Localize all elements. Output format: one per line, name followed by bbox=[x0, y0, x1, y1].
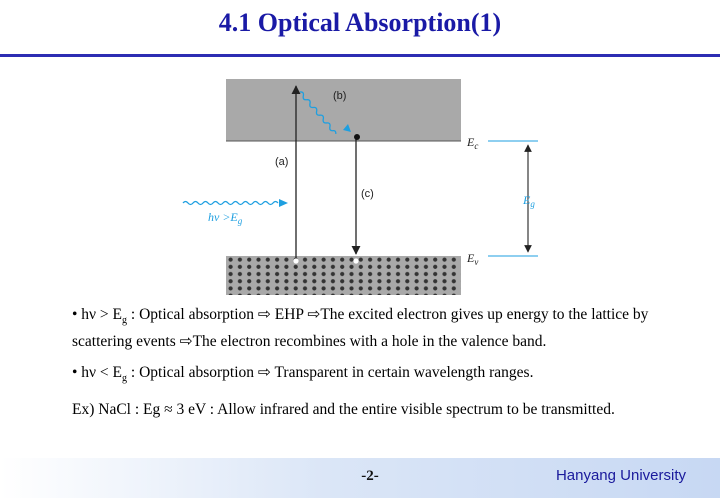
conduction-band bbox=[226, 79, 461, 141]
bullet-below-gap: • $h\nu < E_g$ : Optical absorption ⇨ Transparent in certain wavelength ranges. bbox=[72, 364, 534, 385]
valence-band bbox=[226, 256, 461, 295]
photon-wave bbox=[183, 202, 278, 205]
hole-dot-c bbox=[353, 258, 358, 263]
label-b: (b) bbox=[333, 90, 347, 102]
footer-bar bbox=[0, 458, 720, 498]
label-a: (a) bbox=[275, 156, 289, 168]
bullet-above-gap: • $h\nu > E_g$ : Optical absorption ⇨ EHP ⇨The excited electron gives up energy to the lattice by scattering events ⇨The electron recombines with a hole in the valence band. bbox=[72, 306, 649, 351]
photon-label: $h\nu >E_g$ bbox=[208, 210, 243, 226]
hole-dot-a bbox=[293, 258, 298, 263]
page-number: -2- bbox=[361, 468, 379, 484]
electron-dot bbox=[354, 134, 360, 140]
label-c: (c) bbox=[361, 188, 374, 200]
explanation-text bbox=[72, 304, 672, 430]
ev-label: $E_v$ bbox=[467, 251, 479, 267]
eg-label: $E_g$ bbox=[523, 193, 535, 209]
example-line: Ex) NaCl : Eg ≈ 3 eV : Allow infrared and the entire visible spectrum to be transmitted. bbox=[72, 401, 615, 419]
slide-title: 4.1 Optical Absorption(1) bbox=[218, 8, 502, 37]
university-name: Hanyang University bbox=[555, 467, 686, 484]
ec-label: $E_c$ bbox=[467, 135, 479, 151]
photon-arrowhead bbox=[279, 199, 288, 207]
